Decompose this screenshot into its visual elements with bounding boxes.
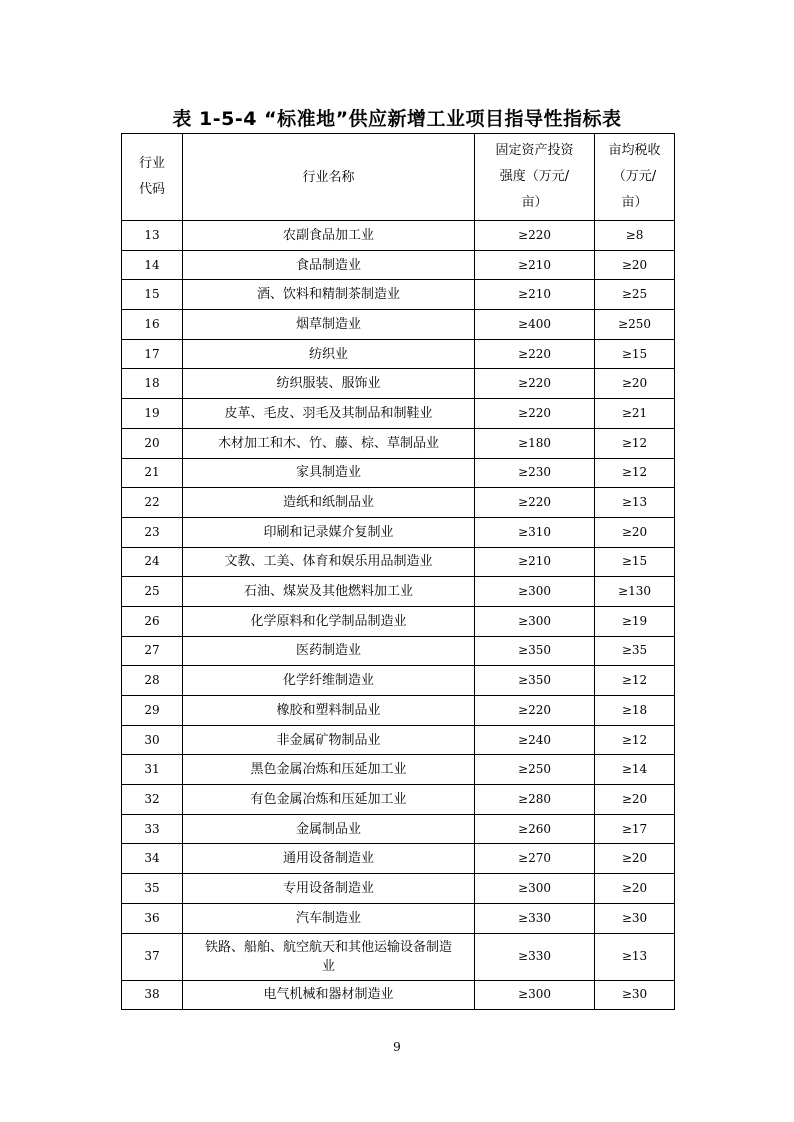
table-row <box>122 785 675 815</box>
industry-name-cell: 医药制造业 <box>183 636 475 666</box>
investment-intensity-cell: ≥210 <box>475 280 595 310</box>
table-row <box>122 606 675 636</box>
investment-intensity-cell: ≥220 <box>475 221 595 251</box>
tax-per-mu-cell: ≥19 <box>595 606 675 636</box>
industry-code-cell: 16 <box>122 310 183 340</box>
table-row <box>122 310 675 340</box>
industry-name-cell: 石油、煤炭及其他燃料加工业 <box>183 577 475 607</box>
table-body <box>122 221 675 1010</box>
header-investment-intensity-label: 固定资产投资 强度（万元/ 亩） <box>495 143 574 210</box>
investment-intensity-cell: ≥330 <box>475 903 595 933</box>
investment-intensity-cell: ≥250 <box>475 755 595 785</box>
header-industry-code-label: 行业 代码 <box>138 156 165 197</box>
table-row <box>122 458 675 488</box>
industry-name-cell: 通用设备制造业 <box>183 844 475 874</box>
industry-name-cell: 家具制造业 <box>183 458 475 488</box>
investment-intensity-cell: ≥260 <box>475 814 595 844</box>
investment-intensity-cell: ≥310 <box>475 517 595 547</box>
investment-intensity-cell: ≥220 <box>475 488 595 518</box>
industry-code-cell: 25 <box>122 577 183 607</box>
table-row <box>122 399 675 429</box>
tax-per-mu-cell: ≥25 <box>595 280 675 310</box>
investment-intensity-cell: ≥300 <box>475 874 595 904</box>
tax-per-mu-cell: ≥15 <box>595 547 675 577</box>
tax-per-mu-cell: ≥13 <box>595 488 675 518</box>
tax-per-mu-cell: ≥14 <box>595 755 675 785</box>
tax-per-mu-cell: ≥17 <box>595 814 675 844</box>
tax-per-mu-cell: ≥13 <box>595 933 675 980</box>
tax-per-mu-cell: ≥8 <box>595 221 675 251</box>
investment-intensity-cell: ≥300 <box>475 606 595 636</box>
tax-per-mu-cell: ≥15 <box>595 339 675 369</box>
industry-name-cell: 印刷和记录媒介复制业 <box>183 517 475 547</box>
investment-intensity-cell: ≥400 <box>475 310 595 340</box>
investment-intensity-cell: ≥210 <box>475 547 595 577</box>
industry-code-cell: 22 <box>122 488 183 518</box>
industry-name-cell: 化学原料和化学制品制造业 <box>183 606 475 636</box>
investment-intensity-cell: ≥220 <box>475 339 595 369</box>
industry-name-cell: 黑色金属冶炼和压延加工业 <box>183 755 475 785</box>
investment-intensity-cell: ≥180 <box>475 428 595 458</box>
tax-per-mu-cell: ≥20 <box>595 369 675 399</box>
investment-intensity-cell: ≥330 <box>475 933 595 980</box>
table-row <box>122 903 675 933</box>
industry-code-cell: 24 <box>122 547 183 577</box>
table-row <box>122 339 675 369</box>
table-row <box>122 814 675 844</box>
investment-intensity-cell: ≥270 <box>475 844 595 874</box>
header-tax-per-mu-label: 亩均税收 （万元/ 亩） <box>608 143 661 210</box>
industry-name-cell: 皮革、毛皮、羽毛及其制品和制鞋业 <box>183 399 475 429</box>
industry-code-cell: 32 <box>122 785 183 815</box>
table-row <box>122 547 675 577</box>
industry-code-cell: 34 <box>122 844 183 874</box>
table-row <box>122 280 675 310</box>
tax-per-mu-cell: ≥20 <box>595 844 675 874</box>
tax-per-mu-cell: ≥30 <box>595 903 675 933</box>
table-row <box>122 933 675 980</box>
industry-code-cell: 37 <box>122 933 183 980</box>
industry-name-cell: 非金属矿物制品业 <box>183 725 475 755</box>
table-row <box>122 488 675 518</box>
table-row <box>122 844 675 874</box>
table-header-row <box>122 134 675 221</box>
industry-name-cell: 汽车制造业 <box>183 903 475 933</box>
investment-intensity-cell: ≥220 <box>475 399 595 429</box>
tax-per-mu-cell: ≥30 <box>595 980 675 1010</box>
table-row <box>122 755 675 785</box>
investment-intensity-cell: ≥300 <box>475 980 595 1010</box>
tax-per-mu-cell: ≥20 <box>595 250 675 280</box>
industry-code-cell: 28 <box>122 666 183 696</box>
table-row <box>122 666 675 696</box>
tax-per-mu-cell: ≥130 <box>595 577 675 607</box>
industry-name-cell: 铁路、船舶、航空航天和其他运输设备制造 业 <box>183 933 475 980</box>
header-investment-intensity <box>475 134 595 221</box>
tax-per-mu-cell: ≥12 <box>595 725 675 755</box>
tax-per-mu-cell: ≥12 <box>595 458 675 488</box>
industry-code-cell: 17 <box>122 339 183 369</box>
tax-per-mu-cell: ≥12 <box>595 428 675 458</box>
table-row <box>122 577 675 607</box>
tax-per-mu-cell: ≥35 <box>595 636 675 666</box>
indicator-table <box>121 133 675 1010</box>
header-industry-code <box>122 134 183 221</box>
page-title: 表 1-5-4 “标准地”供应新增工业项目指导性指标表 <box>172 108 622 130</box>
investment-intensity-cell: ≥280 <box>475 785 595 815</box>
industry-code-cell: 27 <box>122 636 183 666</box>
tax-per-mu-cell: ≥12 <box>595 666 675 696</box>
industry-code-cell: 26 <box>122 606 183 636</box>
industry-code-cell: 35 <box>122 874 183 904</box>
table-row <box>122 696 675 726</box>
industry-code-cell: 21 <box>122 458 183 488</box>
header-tax-per-mu <box>595 134 675 221</box>
investment-intensity-cell: ≥210 <box>475 250 595 280</box>
table-row <box>122 874 675 904</box>
tax-per-mu-cell: ≥20 <box>595 517 675 547</box>
tax-per-mu-cell: ≥250 <box>595 310 675 340</box>
tax-per-mu-cell: ≥20 <box>595 874 675 904</box>
investment-intensity-cell: ≥350 <box>475 666 595 696</box>
table-row <box>122 250 675 280</box>
table-row <box>122 636 675 666</box>
industry-name-cell: 橡胶和塑料制品业 <box>183 696 475 726</box>
industry-name-cell: 电气机械和器材制造业 <box>183 980 475 1010</box>
industry-name-cell: 烟草制造业 <box>183 310 475 340</box>
industry-code-cell: 18 <box>122 369 183 399</box>
header-industry-name <box>183 134 475 221</box>
investment-intensity-cell: ≥240 <box>475 725 595 755</box>
industry-code-cell: 36 <box>122 903 183 933</box>
investment-intensity-cell: ≥220 <box>475 696 595 726</box>
tax-per-mu-cell: ≥20 <box>595 785 675 815</box>
table-row <box>122 725 675 755</box>
table-row <box>122 517 675 547</box>
investment-intensity-cell: ≥220 <box>475 369 595 399</box>
industry-code-cell: 30 <box>122 725 183 755</box>
industry-name-cell: 金属制品业 <box>183 814 475 844</box>
industry-code-cell: 13 <box>122 221 183 251</box>
industry-name-cell: 有色金属冶炼和压延加工业 <box>183 785 475 815</box>
industry-name-cell: 化学纤维制造业 <box>183 666 475 696</box>
industry-code-cell: 20 <box>122 428 183 458</box>
industry-code-cell: 33 <box>122 814 183 844</box>
header-industry-name-label: 行业名称 <box>302 169 355 185</box>
investment-intensity-cell: ≥350 <box>475 636 595 666</box>
industry-name-cell: 造纸和纸制品业 <box>183 488 475 518</box>
industry-code-cell: 23 <box>122 517 183 547</box>
table-row <box>122 980 675 1010</box>
tax-per-mu-cell: ≥21 <box>595 399 675 429</box>
tax-per-mu-cell: ≥18 <box>595 696 675 726</box>
page-number: 9 <box>393 1040 401 1054</box>
investment-intensity-cell: ≥300 <box>475 577 595 607</box>
industry-code-cell: 19 <box>122 399 183 429</box>
investment-intensity-cell: ≥230 <box>475 458 595 488</box>
industry-code-cell: 31 <box>122 755 183 785</box>
table-row <box>122 428 675 458</box>
industry-name-cell: 纺织服装、服饰业 <box>183 369 475 399</box>
table-row <box>122 369 675 399</box>
industry-name-cell: 木材加工和木、竹、藤、棕、草制品业 <box>183 428 475 458</box>
industry-name-cell: 食品制造业 <box>183 250 475 280</box>
industry-name-cell: 专用设备制造业 <box>183 874 475 904</box>
industry-code-cell: 29 <box>122 696 183 726</box>
industry-code-cell: 38 <box>122 980 183 1010</box>
industry-name-cell: 农副食品加工业 <box>183 221 475 251</box>
table-row <box>122 221 675 251</box>
industry-code-cell: 14 <box>122 250 183 280</box>
industry-name-cell: 酒、饮料和精制茶制造业 <box>183 280 475 310</box>
industry-code-cell: 15 <box>122 280 183 310</box>
industry-name-cell: 文教、工美、体育和娱乐用品制造业 <box>183 547 475 577</box>
industry-name-cell: 纺织业 <box>183 339 475 369</box>
